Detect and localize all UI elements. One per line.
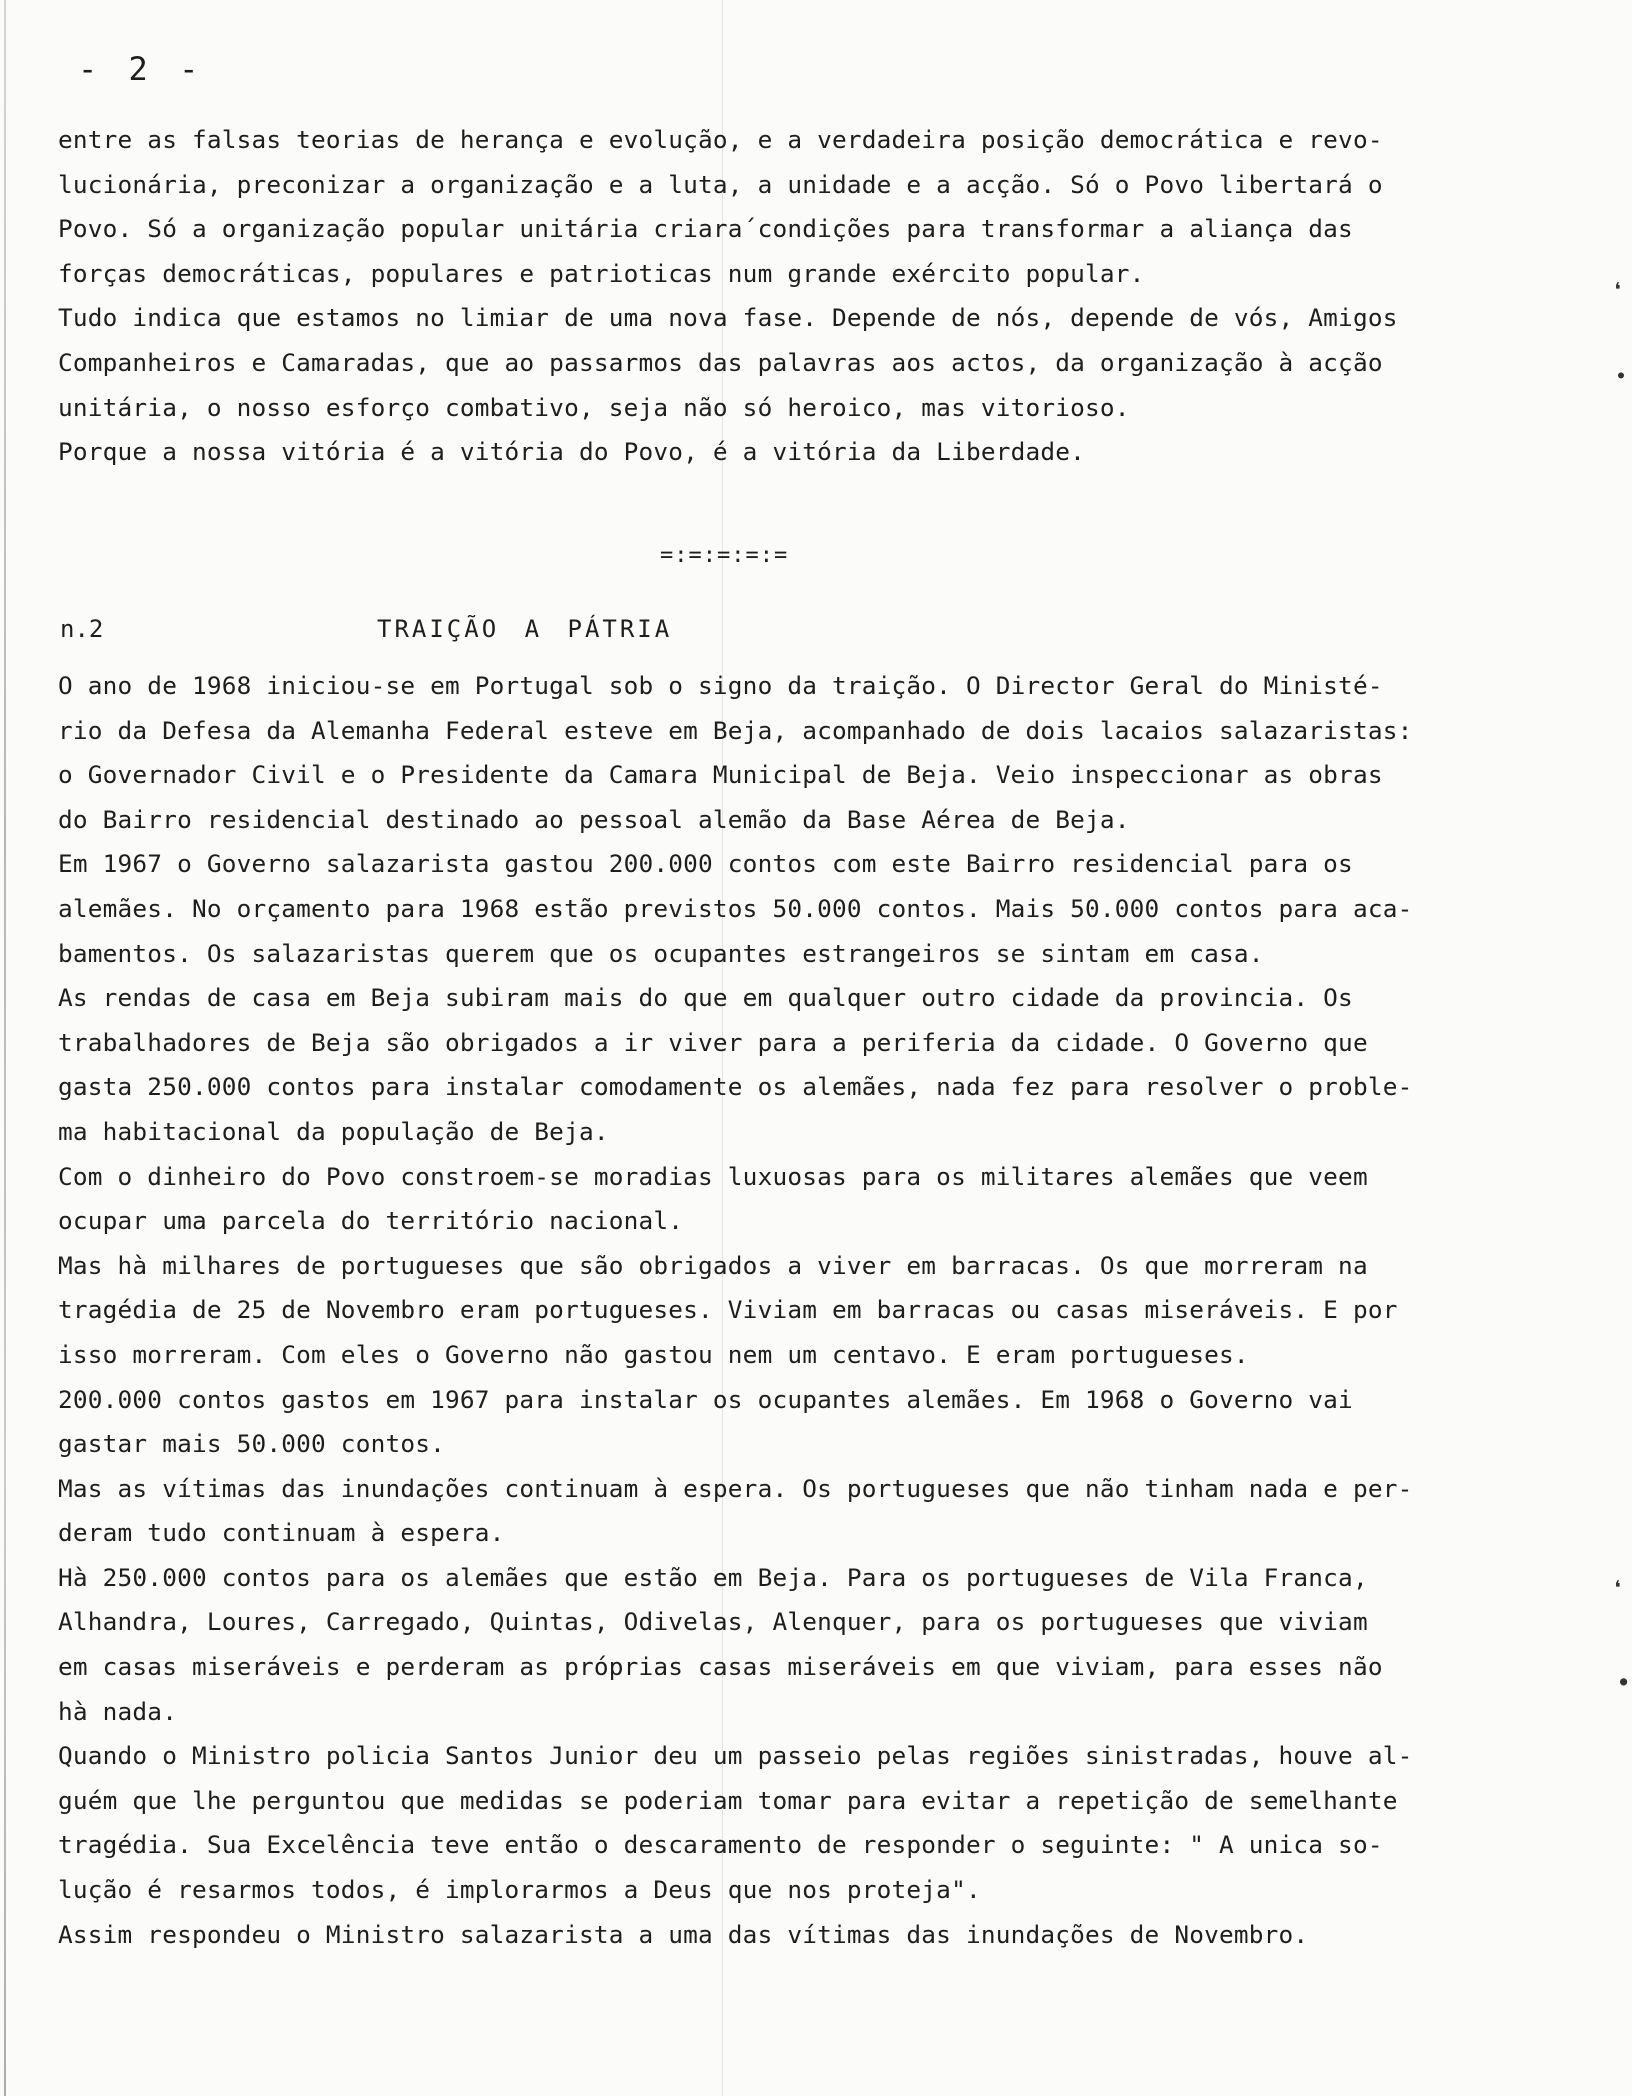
text-line: entre as falsas teorias de herança e evolução, e a verdadeira posição democrática e revo- — [58, 125, 1383, 154]
text-line: Mas hà milhares de portugueses que são obrigados a viver em barracas. Os que morreram na — [58, 1250, 1368, 1280]
text-line: Tudo indica que estamos no limiar de uma nova fase. Depende de nós, depende de vós, Amigos — [58, 303, 1398, 333]
text-line: guém que lhe perguntou que medidas se poderiam tomar para evitar a repetição de semelhante — [58, 1785, 1398, 1815]
intro-paragraphs — [58, 118, 1478, 475]
text-line: gastar mais 50.000 contos. — [58, 1429, 445, 1459]
text-line: As rendas de casa em Beja subiram mais do que em qualquer outro cidade da provincia. Os — [58, 983, 1353, 1013]
text-line: Mas as vítimas das inundações continuam à espera. Os portugueses que não tinham nada e per- — [58, 1473, 1413, 1503]
text-line: forças democráticas, populares e patrioticas num grande exército popular. — [58, 258, 1145, 288]
text-line: tragédia de 25 de Novembro eram portugueses. Viviam em barracas ou casas miseráveis. E por — [58, 1295, 1398, 1325]
text-line: Assim respondeu o Ministro salazarista a uma das vítimas das inundações de Novembro. — [58, 1919, 1309, 1949]
text-line: alemães. No orçamento para 1968 estão previstos 50.000 contos. Mais 50.000 contos para aca- — [58, 893, 1413, 923]
text-line: deram tudo continuam à espera. — [58, 1518, 505, 1548]
text-line: o Governador Civil e o Presidente da Camara Municipal de Beja. Veio inspeccionar as obras — [58, 760, 1383, 790]
text-line: lucionária, preconizar a organização e a luta, a unidade e a acção. Só o Povo libertará o — [58, 169, 1383, 199]
text-line: isso morreram. Com eles o Governo não gastou nem um centavo. E eram portugueses. — [58, 1339, 1249, 1369]
margin-ink-mark: ❛ — [1610, 1576, 1626, 1606]
section-separator: =:=:=:=:= — [660, 543, 789, 568]
text-line: ocupar uma parcela do território nacional. — [58, 1206, 684, 1236]
text-line: bamentos. Os salazaristas querem que os ocupantes estrangeiros se sintam em casa. — [58, 938, 1264, 968]
text-line: O ano de 1968 iniciou-se em Portugal sob o signo da traição. O Director Geral do Ministé- — [58, 671, 1383, 700]
section-number: n.2 — [60, 615, 104, 643]
margin-dot-mark: ● — [1618, 370, 1625, 381]
text-line: Hà 250.000 contos para os alemães que estão em Beja. Para os portugueses de Vila Franca, — [58, 1562, 1368, 1592]
text-line: Em 1967 o Governo salazarista gastou 200.000 contos com este Bairro residencial para os — [58, 849, 1353, 879]
text-line: Alhandra, Loures, Carregado, Quintas, Odivelas, Alenquer, para os portugueses que viviam — [58, 1607, 1368, 1637]
text-line: unitária, o nosso esforço combativo, seja não só heroico, mas vitorioso. — [58, 392, 1130, 422]
page-number: - 2 - — [78, 50, 205, 88]
text-line: hà nada. — [58, 1696, 178, 1726]
text-line: Quando o Ministro policia Santos Junior deu um passeio pelas regiões sinistradas, houve al- — [58, 1741, 1413, 1771]
text-line: Povo. Só a organização popular unitária criara´condições para transformar a aliança das — [58, 214, 1353, 244]
text-line: tragédia. Sua Excelência teve então o descaramento de responder o seguinte: " A unica so- — [58, 1830, 1383, 1860]
text-line: trabalhadores de Beja são obrigados a ir viver para a periferia da cidade. O Governo que — [58, 1027, 1368, 1057]
scan-left-edge — [4, 0, 6, 2096]
text-line: em casas miseráveis e perderam as próprias casas miseráveis em que viviam, para esses não — [58, 1652, 1383, 1682]
text-line: Com o dinheiro do Povo constroem-se moradias luxuosas para os militares alemães que veem — [58, 1161, 1368, 1191]
text-line: do Bairro residencial destinado ao pessoal alemão da Base Aérea de Beja. — [58, 804, 1130, 834]
margin-dot-mark: ● — [1620, 1674, 1628, 1688]
margin-ink-mark: ❛ — [1610, 278, 1626, 308]
text-line: rio da Defesa da Alemanha Federal esteve em Beja, acompanhado de dois lacaios salazaristas: — [58, 715, 1413, 745]
text-line: Porque a nossa vitória é a vitória do Povo, é a vitória da Liberdade. — [58, 437, 1086, 467]
text-line: Companheiros e Camaradas, que ao passarmos das palavras aos actos, da organização à acção — [58, 347, 1383, 377]
text-line: ma habitacional da população de Beja. — [58, 1116, 609, 1146]
section-title: TRAIÇÃO A PÁTRIA — [377, 615, 673, 643]
text-line: gasta 250.000 contos para instalar comodamente os alemães, nada fez para resolver o proble- — [58, 1072, 1413, 1102]
body-paragraphs — [58, 664, 1478, 1957]
text-line: 200.000 contos gastos em 1967 para instalar os ocupantes alemães. Em 1968 o Governo vai — [58, 1384, 1353, 1414]
text-line: lução é resarmos todos, é implorarmos a Deus que nos proteja". — [58, 1875, 981, 1905]
